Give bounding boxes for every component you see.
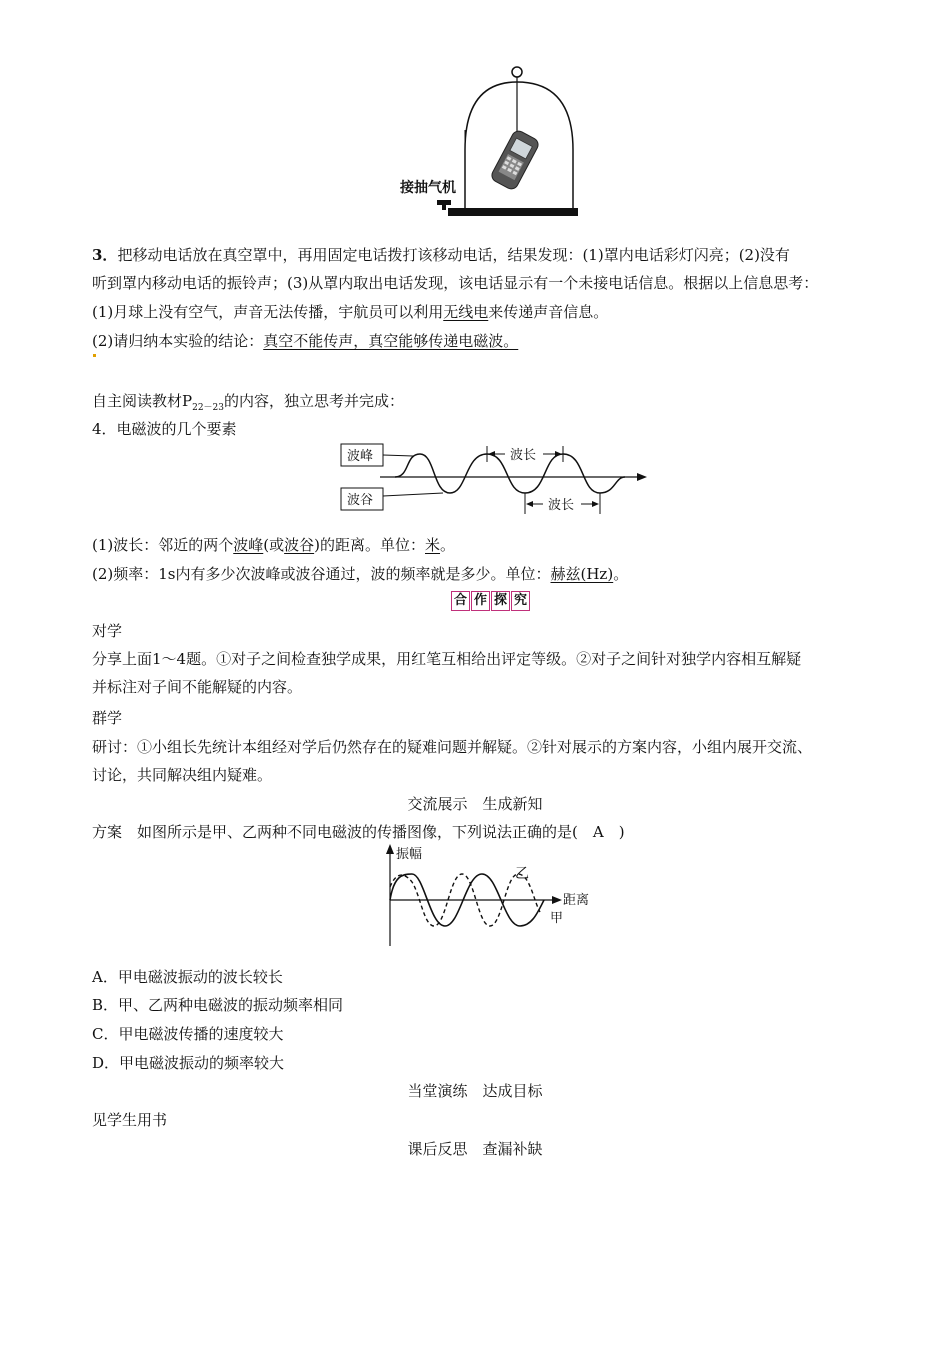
crest-label: 波峰 [347,449,374,464]
wavelength-bottom-label: 波长 [548,498,575,513]
q4-sub2: (2)频率：1s内有多少次波峰或波谷通过，波的频率就是多少。单位：赫兹(Hz)。 [92,565,629,583]
section-reflect: 课后反思 查漏补缺 [407,1140,543,1158]
pair-heading: 对学 [92,622,123,640]
x-axis-label: 距离 [563,893,590,908]
group-line1: 研讨：①小组长先统计本组经对学后仍然存在的疑难问题并解疑。②针对展示的方案内容，小组内展开交流、 [92,738,813,756]
q4-title: 4．电磁波的几个要素 [92,420,237,438]
badge-char: 究 [511,591,530,611]
cooperation-badge [451,591,531,611]
pair-line2: 并标注对子间不能解疑的内容。 [92,678,303,696]
wave-comparison-graph [382,842,602,950]
group-heading: 群学 [92,709,123,727]
q3-sub1: (1)月球上没有空气，声音无法传播，宇航员可以利用无线电来传递声音信息。 [92,303,609,321]
section-exchange: 交流展示 生成新知 [407,795,543,813]
base-plate [448,208,578,216]
pump-label: 接抽气机 [400,180,456,196]
trough-label: 波谷 [347,493,374,508]
y-axis-label: 振幅 [396,847,423,862]
bell-jar-figure [390,60,600,225]
pair-line1: 分享上面1～4题。①对子之间检查独学成果，用红笔互相给出评定等级。②对子之间针对独学内容相互解疑 [92,650,802,668]
q3-line1: 3．把移动电话放在真空罩中，再用固定电话拨打该移动电话，结果发现：(1)罩内电话彩灯闪亮；(2)没有 [92,246,790,264]
axis-arrow [637,473,647,481]
badge-char: 探 [491,591,510,611]
plan-question: 方案 如图所示是甲、乙两种不同电磁波的传播图像，下列说法正确的是( A ) [92,823,625,841]
q3-sub2: (2)请归纳本实验的结论：真空不能传声，真空能够传递电磁波。 [92,332,519,350]
badge-char: 合 [451,591,470,611]
label-yi: 乙 [515,866,529,882]
option-d: D．甲电磁波振动的频率较大 [92,1054,285,1072]
q3-line2: 听到罩内移动电话的振铃声；(3)从罩内取出电话发现，该电话显示有一个未接电话信息。根据以上信息思考： [92,274,819,292]
mobile-phone-icon [489,129,540,192]
answer-wireless: 无线电 [443,303,489,321]
answer-conclusion: 真空不能传声，真空能够传递电磁波。 [263,332,519,350]
reading-instruction: 自主阅读教材$P_{22-23}$的内容，独立思考并完成： [92,392,405,413]
q4-sub1: (1)波长：邻近的两个波峰(或波谷)的距离。单位：米。 [92,536,456,554]
option-b: B．甲、乙两种电磁波的振动频率相同 [92,996,344,1014]
wavelength-top-label: 波长 [510,448,537,463]
option-c: C．甲电磁波传播的速度较大 [92,1025,284,1043]
hook-ring [512,67,522,77]
pump-connector [437,200,451,205]
see-student-book: 见学生用书 [92,1111,168,1129]
label-jia: 甲 [550,911,564,926]
badge-char: 作 [471,591,490,611]
section-practice: 当堂演练 达成目标 [407,1082,543,1100]
wave-elements-diagram [335,440,655,520]
mark-dot [93,354,96,357]
group-line2: 讨论，共同解决组内疑难。 [92,766,273,784]
option-a: A．甲电磁波振动的波长较长 [92,968,283,986]
